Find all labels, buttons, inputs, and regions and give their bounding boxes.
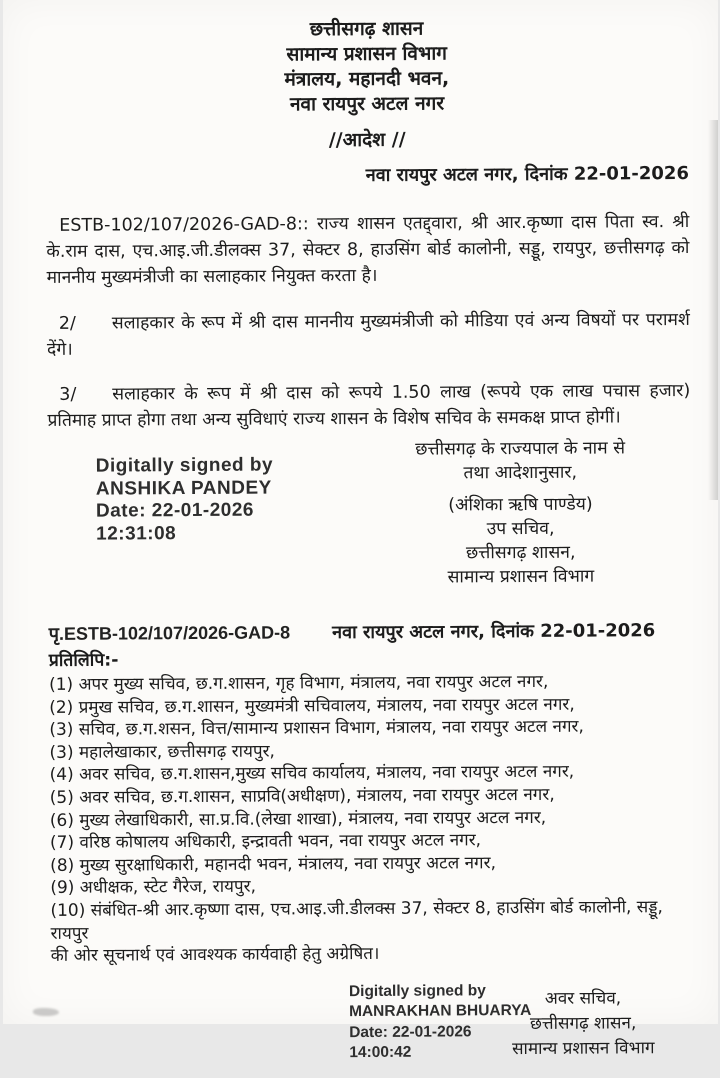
signer-government: छत्तीसगढ़ शासन,: [465, 542, 576, 564]
place-date-line: नवा रायपुर अटल नगर, दिनांक 22-01-2026: [365, 162, 689, 186]
order-paragraph-3: [47, 378, 690, 434]
signer-designation: अवर सचिव,: [544, 988, 621, 1009]
scanned-order-document: [3, 0, 718, 1062]
digital-signature-name: MANRAKHAN BHUARYA: [348, 1002, 531, 1021]
letterhead-government: छत्तीसगढ़ शासन: [309, 17, 423, 41]
copy-recipient-3b: (3) महालेखाकार, छत्तीसगढ़ रायपुर,: [48, 741, 275, 763]
letterhead: [44, 0, 688, 119]
copy-recipient-3: (3) सचिव, छ.ग.शसन, वित्त/सामान्य प्रशासन विभाग, मंत्रालय, नवा रायपुर अटल नगर,: [48, 716, 584, 741]
authority-line-2: तथा आदेशानुसार,: [462, 462, 577, 484]
by-order-of-governor-text: [377, 436, 662, 486]
copy-recipient-7: (7) वरिष्ठ कोषालय अधिकारी, इन्द्रावती भवन, नवा रायपुर अटल नगर,: [49, 830, 481, 854]
order-paragraph-1: ESTB-102/107/2026-GAD-8:: राज्य शासन एतद्द्वारा, श्री आर.कृष्णा दास पिता स्व. श्री के.राम दास, एच.आइ.जी.डीलक्स 37, सेक्टर 8, हाउसिंग बोर्ड कालोनी, सड्डू, रायपुर, छत्तीसगढ़ को माननीय मुख्यमंत्रीजी का सलाहकार नियुक्त करता है।: [45, 211, 689, 288]
endorsement-reference-number: पृ.ESTB-102/107/2026-GAD-8: [48, 622, 290, 644]
endorsement-place-date: नवा रायपुर अटल नगर, दिनांक 22-01-2026: [331, 620, 655, 644]
order-paragraph-2: [46, 307, 689, 363]
paragraph-3-text: सलाहकार के रूप में श्री दास को रूपये 1.50 लाख (रूपये एक लाख पचास हजार) प्रतिमाह प्राप्त होगा तथा अन्य सुविधाएं राज्य शासन के विशेष सचिव के समकक्ष प्राप्त होगीं।: [46, 380, 690, 431]
paragraph-3-number: 3/: [58, 384, 76, 405]
signature-block-under-secretary: [50, 964, 694, 1078]
signer-department: सामान्य प्रशासन विभाग: [446, 566, 594, 588]
signer-identity-under-secretary: [482, 986, 682, 1062]
digital-signature-name: ANSHIKA PANDEY: [95, 477, 272, 500]
copy-recipient-1: (1) अपर मुख्य सचिव, छ.ग.शासन, गृह विभाग, मंत्रालय, नवा रायपुर अटल नगर,: [48, 671, 548, 695]
endorsement-line: [48, 618, 691, 646]
copy-recipient-5: (5) अवर सचिव, छ.ग.शासन, साप्रवि(अधीक्षण), मंत्रालय, नवा रायपुर अटल नगर,: [49, 784, 555, 808]
copy-recipient-2: (2) प्रमुख सचिव, छ.ग.शासन, मुख्यमंत्री सचिवालय, मंत्रालय, नवा रायपुर अटल नगर,: [48, 694, 575, 718]
digital-signature-label: Digitally signed by: [348, 981, 486, 1000]
authority-line-1: छत्तीसगढ़ के राज्यपाल के नाम से: [414, 438, 625, 460]
copy-recipient-8: (8) मुख्य सुरक्षाधिकारी, महानदी भवन, मंत्रालय, नवा रायपुर अटल नगर,: [49, 852, 496, 876]
digital-signature-anshika-pandey: [95, 455, 273, 546]
letterhead-building: मंत्रालय, महानदी भवन,: [283, 67, 449, 91]
signature-block-deputy-secretary: [47, 430, 691, 606]
signer-name: (अंशिका ऋषि पाण्डेय): [447, 494, 593, 516]
signer-identity-deputy-secretary: [377, 492, 663, 590]
digital-signature-time: 12:31:08: [95, 522, 176, 545]
copy-recipient-6: (6) मुख्य लेखाधिकारी, सा.प्र.वि.(लेखा शाखा), मंत्रालय, नवा रायपुर अटल नगर,: [49, 807, 546, 831]
digital-signature-date: Date: 22-01-2026: [348, 1023, 472, 1041]
paragraph-2-text: सलाहकार के रूप में श्री दास माननीय मुख्यमंत्रीजी को मीडिया एवं अन्य विषयों पर परामर्श देंगे।: [46, 309, 690, 360]
forwarding-closing-line: की ओर सूचनार्थ एवं आवश्यक कार्यवाही हेतु अग्रेषित।: [50, 944, 379, 967]
paragraph-2-number: 2/: [58, 313, 76, 334]
order-title: //आदेश //: [328, 128, 406, 152]
signer-designation: उप सचिव,: [486, 518, 555, 540]
digital-signature-label: Digitally signed by: [95, 454, 273, 477]
letterhead-city: नवा रायपुर अटल नगर: [289, 92, 444, 116]
copy-recipient-9: (9) अधीक्षक, स्टेट गैरेज, रायपुर,: [49, 876, 256, 899]
signer-department: सामान्य प्रशासन विभाग: [511, 1037, 655, 1059]
copy-recipients-list: [48, 670, 693, 945]
copy-recipient-10: (10) संबंधित-श्री आर.कृष्णा दास, एच.आइ.जी.डीलक्स 37, सेक्टर 8, हाउसिंग बोर्ड कालोनी, सड्डू, रायपुर: [49, 897, 663, 944]
letterhead-department: सामान्य प्रशासन विभाग: [285, 42, 447, 66]
digital-signature-time: 14:00:42: [348, 1043, 411, 1062]
signer-government: छत्तीसगढ़ शासन,: [529, 1013, 636, 1034]
copy-to-label: प्रतिलिपि:-: [48, 650, 119, 671]
copy-recipient-4: (4) अवर सचिव, छ.ग.शासन,मुख्य सचिव कार्यालय, मंत्रालय, नवा रायपुर अटल नगर,: [49, 762, 574, 786]
digital-signature-date: Date: 22-01-2026: [95, 499, 254, 522]
